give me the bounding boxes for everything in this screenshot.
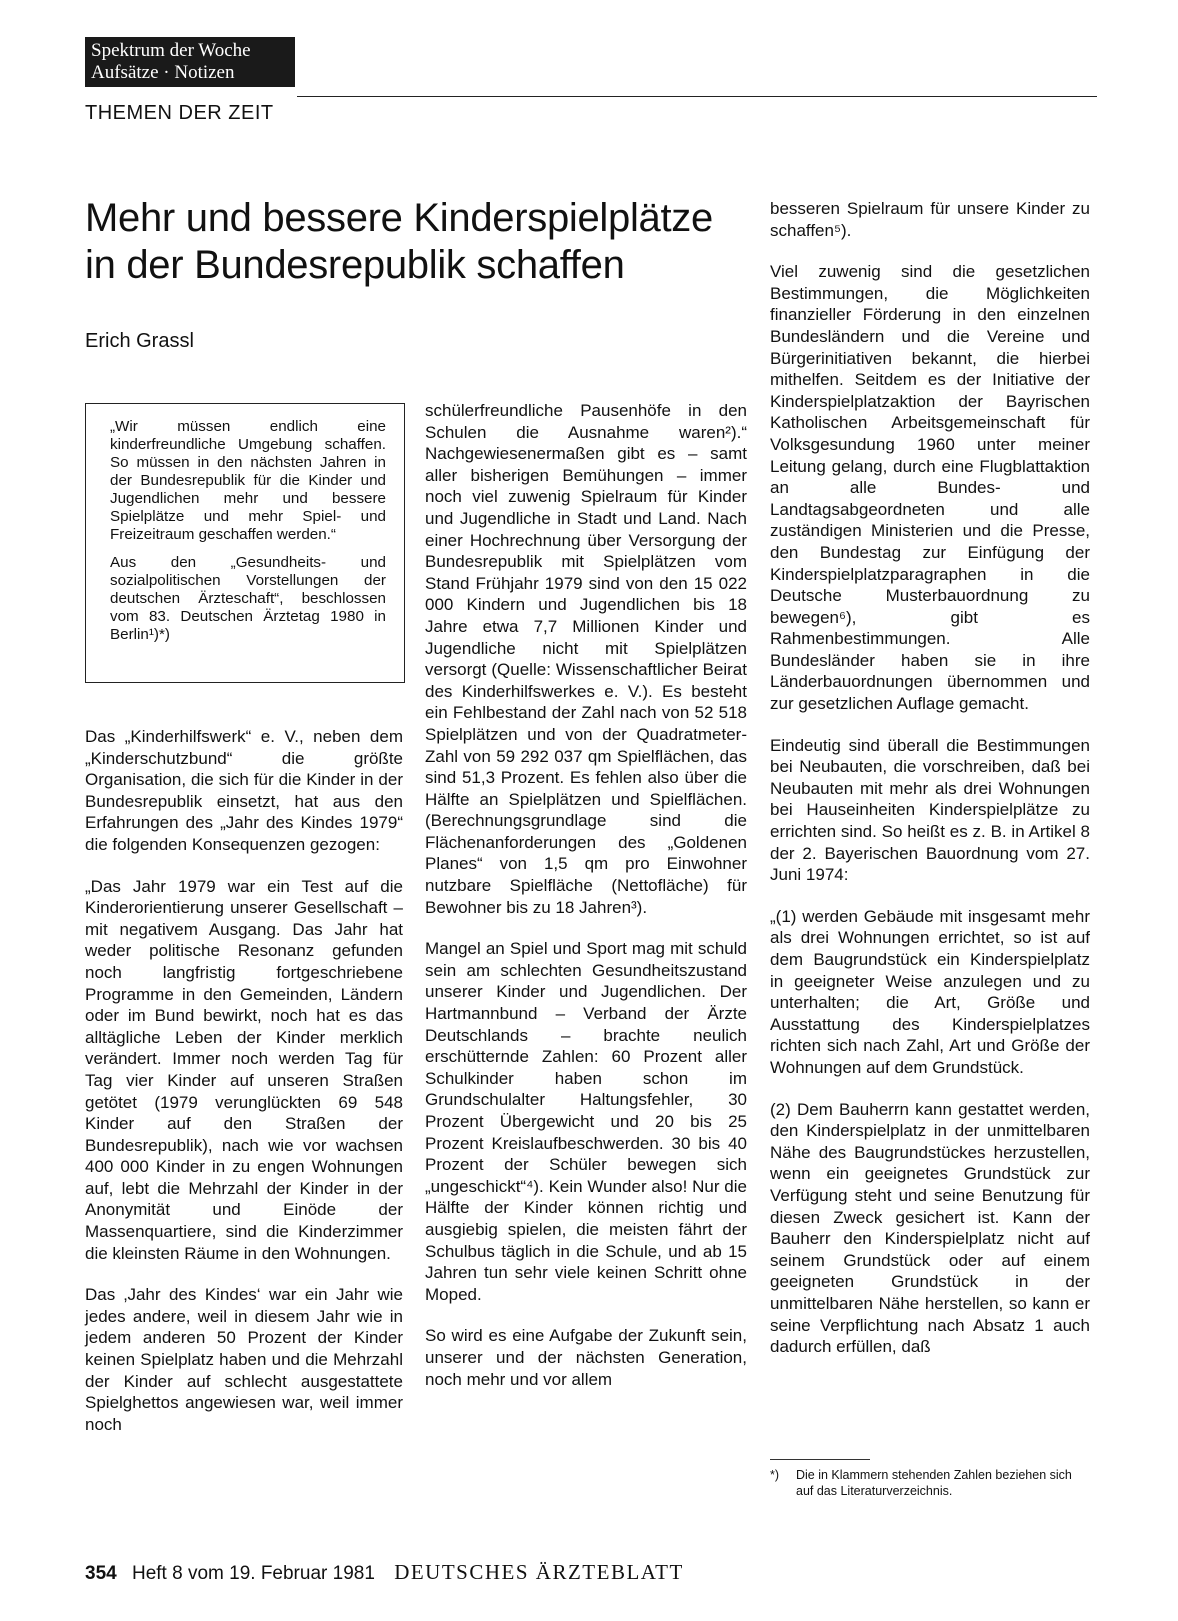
paragraph: besseren Spielraum für unsere Kinder zu schaffen⁵). [770,199,1090,240]
paragraph: Eindeutig sind überall die Bestimmungen bei Neubauten, die vorschreiben, daß bei Neubauten mit mehr als drei Wohnungen bei Hauseinheiten Kinderspielplätze zu errichten sind. So heißt es z. B. in Artikel 8 der 2. Bayerischen Bauordnung vom 27. Juni 1974: [770,735,1090,885]
issue-info: Heft 8 vom 19. Februar 1981 [131,1563,375,1584]
text-column-2 [425,400,747,1410]
article-author: Erich Grassl [85,330,194,352]
journal-name: DEUTSCHES ÄRZTEBLATT [394,1560,684,1584]
section-badge-line1: Spektrum der Woche [91,40,251,61]
paragraph: schülerfreundliche Pausenhöfe in den Schulen die Ausnahme waren²).“ Nachgewiesenermaßen gibt es – samt aller bisherigen Bemühungen – immer noch viel zuwenig Spielraum für Kinder und Jugendliche in Stadt und Land. Nach einer Hochrechnung über Versorgung der Bundesrepublik mit Spielplätzen vom Stand Frühjahr 1979 sind von den 15 022 000 Kindern und Jugendlichen bis 18 Jahre etwa 7,7 Millionen Kinder und Jugendliche nicht mit Spielplätzen versorgt (Quelle: Wissenschaftlicher Beirat des Kinderhilfswerkes e. V.). Es besteht ein Fehlbestand der Zahl nach von 52 518 Spielplätzen und von der Quadratmeter-Zahl von 59 292 037 qm Spielflächen, das sind 51,3 Prozent. Es fehlen also über die Hälfte an Spielplätzen und Spielflächen. (Berechnungsgrundlage sind die Flächenanforderungen des „Goldenen Planes“ von 1,5 qm pro Einwohner nutzbare Spielfläche (Nettofläche) für Bewohner bis zu 18 Jahren³). [425,401,747,917]
pull-quote-source: Aus den „Gesundheits- und sozialpolitischen Vorstellungen der deutschen Ärzteschaft“, beschlossen vom 83. Deutschen Ärztetag 1980 in Berlin¹)*) [110,554,386,643]
paragraph: So wird es eine Aufgabe der Zukunft sein, unserer und der nächsten Generation, noch mehr und vor allem [425,1326,747,1389]
text-column-1 [85,726,403,1455]
pull-quote-text: „Wir müssen endlich eine kinderfreundliche Umgebung schaffen. So müssen in den nächsten Jahren in der Bundesrepublik für die Kinder und Jugendlichen mehr und bessere Spielplätze und mehr Spiel- und Freizeitraum geschaffen werden.“ [110,418,386,543]
footnote-rule [770,1459,870,1460]
paragraph: (2) Dem Bauherrn kann gestattet werden, den Kinderspielplatz in der unmittelbaren Nähe des Baugrundstückes herzustellen, wenn ein geeignetes Grundstück zur Verfügung steht und seine Benutzung für diesen Zweck gesichert ist. Kann der Bauherr den Kinderspielplatz nicht auf seinem Grundstück oder auf einem geeigneten Grundstück in der unmittelbaren Nähe herstellen, so kann er seine Verpflichtung nach Absatz 1 auch dadurch erfüllen, daß [770,1099,1090,1357]
paragraph: Viel zuwenig sind die gesetzlichen Bestimmungen, die Möglichkeiten finanzieller Förderung in den einzelnen Bundesländern und die Vereine und Bürgerinitiativen bekannt, die hierbei mithelfen. Seitdem es der Initiative der Kinderspielplatzaktion der Bayrischen Katholischen Arbeitsgemeinschaft für Volksgesundung 1960 unter meiner Leitung gelang, durch eine Flugblattaktion an alle Bundes- und Landtagsabgeordneten und alle zuständigen Ministerien und die Presse, den Bundestag zur Einfügung der Kinderspielplatzparagraphen in die Deutsche Musterbauordnung zu bewegen⁶), gibt es Rahmenbestimmungen. Alle Bundesländer haben sie in ihre Länderbauordnungen übernommen und zur gesetzlichen Auflage gemacht. [770,262,1090,714]
paragraph: Mangel an Spiel und Sport mag mit schuld sein am schlechten Gesundheitszustand unserer Kinder und Jugendlichen. Der Hartmannbund – Verband der Ärzte Deutschlands – brachte neulich erschütternde Zahlen: 60 Prozent aller Schulkinder haben schon im Grundschulalter Haltungsfehler, 30 Prozent Übergewicht und 20 bis 25 Prozent Kreislaufbeschwerden. 30 bis 40 Prozent der Schüler bewegen sich „ungeschickt“⁴). Kein Wunder also! Nur die Hälfte der Kinder können richtig und ausgiebig spielen, die meisten fährt der Schulbus täglich in die Schule, und ab 15 Jahren tun sehr viele keinen Schritt ohne Moped. [425,939,747,1304]
paragraph: „Das Jahr 1979 war ein Test auf die Kinderorientierung unserer Gesellschaft – mit negativem Ausgang. Das Jahr hat weder politische Resonanz gefunden noch langfristig fortgeschriebene Programme in den Gemeinden, Ländern oder im Bund bewirkt, noch hat es das alltägliche Leben der Kinder merklich verändert. Immer noch werden Tag für Tag vier Kinder auf unseren Straßen getötet (1979 verunglückten 69 548 Kinder auf den Straßen der Bundesrepublik), nach wie vor wachsen 400 000 Kinder in zu engen Wohnungen auf, lebt die Mehrzahl der Kinder in der Anonymität und Einöde der Massenquartiere, sind die Kinderzimmer die kleinsten Räume in den Wohnungen. [85,876,403,1263]
paragraph: „(1) werden Gebäude mit insgesamt mehr als drei Wohnungen errichtet, so ist auf dem Baugrundstück ein Kinderspielplatz in geeigneter Weise anzulegen und zu unterhalten; die Art, Größe und Ausstattung des Kinderspielplatzes richten sich nach Zahl, Art und Größe der Wohnungen auf dem Grundstück. [770,906,1090,1077]
article-title-line1: Mehr und bessere Kinderspielplätze [85,196,713,240]
pull-quote-box [85,403,405,683]
footnote-text: Die in Klammern stehenden Zahlen beziehen sich auf das Literaturverzeichnis. [796,1468,1072,1498]
page-number: 354 [85,1563,117,1584]
article-title [85,195,765,289]
section-badge-line2: Aufsätze · Notizen [91,62,235,83]
page-footer [85,1560,684,1585]
header-rule [297,96,1097,97]
section-badge [85,37,295,87]
paragraph: Das ‚Jahr des Kindes‘ war ein Jahr wie jedes andere, weil in diesem Jahr wie in jedem anderen 50 Prozent der Kinder keinen Spielplatz haben und die Mehrzahl der Kinder auf schlecht ausgestattete Spielghettos angewiesen war, weil immer noch [85,1285,403,1434]
footnote-mark: *) [770,1468,780,1482]
footnote [770,1467,1088,1499]
article-title-line2: in der Bundesrepublik schaffen [85,243,625,287]
text-column-3 [770,198,1090,1378]
section-kicker: THEMEN DER ZEIT [85,102,274,124]
paragraph: Das „Kinderhilfswerk“ e. V., neben dem „Kinderschutzbund“ die größte Organisation, die sich für die Kinder in der Bundesrepublik einsetzt, hat aus den Erfahrungen des „Jahr des Kindes 1979“ die folgenden Konsequenzen gezogen: [85,727,403,854]
